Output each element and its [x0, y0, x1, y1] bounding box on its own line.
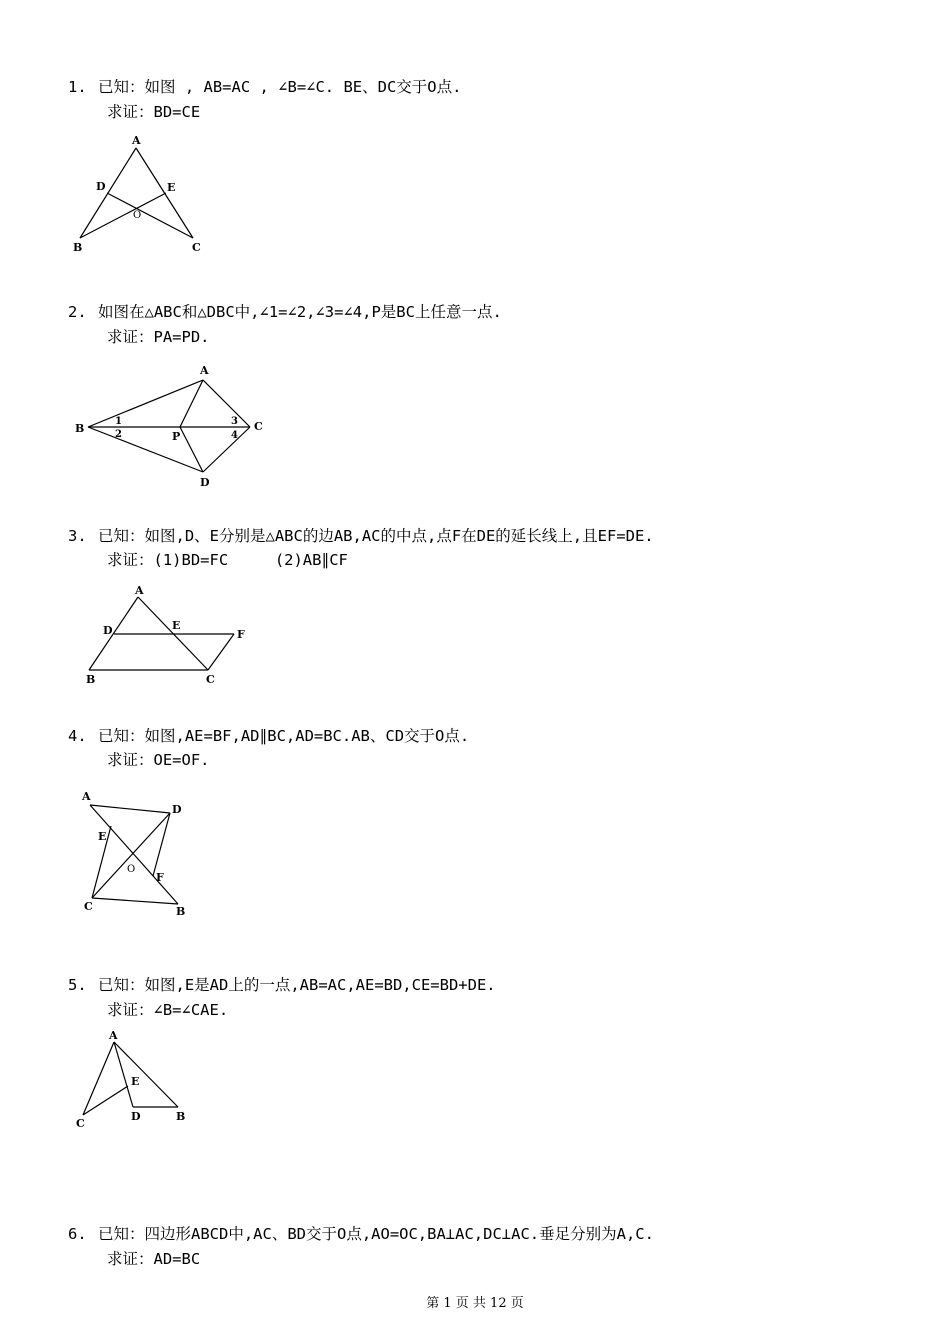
figure-4 [70, 780, 210, 925]
label-C: C [254, 420, 263, 433]
label-angle-2: 2 [115, 429, 122, 440]
problem-1-statement [68, 77, 461, 97]
label-F: F [237, 628, 245, 641]
label-C: C [192, 241, 201, 254]
label-A: A [109, 1029, 118, 1042]
label-angle-3: 3 [231, 416, 238, 427]
problem-text: 已知：四边形ABCD中,AC、BD交于O点,AO=OC,BA⊥AC,DC⊥AC.垂足分别为A,C. [98, 1225, 654, 1243]
segment-AD [90, 805, 170, 813]
label-F: F [156, 871, 164, 884]
label-angle-4: 4 [231, 430, 238, 441]
problem-number: 5. [68, 976, 87, 994]
label-angle-1: 1 [115, 416, 122, 427]
label-D: D [131, 1110, 141, 1123]
problem-text: 如图在△ABC和△DBC中,∠1=∠2,∠3=∠4,P是BC上任意一点. [98, 303, 502, 321]
problem-4-statement [68, 726, 469, 746]
label-C: C [206, 673, 215, 686]
segment-AC [83, 1042, 114, 1115]
problem-text: 已知：如图,E是AD上的一点,AB=AC,AE=BD,CE=BD+DE. [98, 976, 496, 994]
problem-3-prove: 求证：(1)BD=FC (2)AB∥CF [107, 551, 348, 569]
label-B: B [176, 1110, 186, 1123]
label-A: A [132, 134, 141, 147]
figure-1 [60, 130, 220, 260]
label-A: A [200, 364, 209, 377]
label-E: E [172, 619, 181, 632]
segment-AP [180, 380, 203, 427]
problem-text: 已知：如图,D、E分别是△ABC的边AB,AC的中点,点F在DE的延长线上,且EF=DE. [98, 527, 654, 545]
problem-number: 1. [68, 78, 87, 96]
problem-5-prove: 求证：∠B=∠CAE. [107, 1001, 229, 1019]
problem-text: 已知：如图 , AB=AC , ∠B=∠C. BE、DC交于O点. [98, 78, 462, 96]
label-A: A [135, 584, 144, 597]
label-E: E [131, 1075, 140, 1088]
segment-BD [88, 427, 203, 472]
problem-number: 4. [68, 727, 87, 745]
label-A: A [82, 790, 91, 803]
segment-DC [203, 427, 250, 472]
problem-number: 3. [68, 527, 87, 545]
figure-3 [80, 580, 260, 695]
segment-CB [92, 898, 178, 904]
figure-5 [70, 1025, 200, 1135]
label-B: B [73, 241, 83, 254]
problem-number: 2. [68, 303, 87, 321]
label-B: B [176, 905, 186, 918]
segment-AC [203, 380, 250, 427]
label-O: O [127, 864, 136, 875]
label-E: E [98, 830, 107, 843]
figure-2 [70, 360, 280, 495]
label-D: D [200, 476, 210, 489]
problem-number: 6. [68, 1225, 87, 1243]
problem-3-statement [68, 526, 654, 546]
problem-2-statement [68, 302, 502, 322]
label-D: D [96, 180, 106, 193]
segment-DP [180, 427, 203, 472]
label-O: O [133, 210, 142, 221]
label-E: E [167, 181, 176, 194]
label-B: B [75, 422, 85, 435]
segment-AC [136, 148, 193, 238]
label-C: C [76, 1117, 85, 1130]
label-C: C [84, 900, 93, 913]
problem-1-prove: 求证：BD=CE [107, 103, 201, 121]
problem-2-prove: 求证：PA=PD. [107, 328, 210, 346]
problem-text: 已知：如图,AE=BF,AD∥BC,AD=BC.AB、CD交于O点. [98, 727, 470, 745]
segment-BA [88, 380, 203, 427]
problem-6-statement [68, 1224, 654, 1244]
label-B: B [86, 673, 96, 686]
problem-6-prove: 求证：AD=BC [107, 1250, 201, 1268]
label-D: D [103, 624, 113, 637]
problem-4-prove: 求证：OE=OF. [107, 751, 210, 769]
segment-BE [80, 193, 166, 238]
segment-CD [107, 193, 193, 238]
page-footer: 第 1 页 共 12 页 [426, 1296, 524, 1311]
label-D: D [172, 803, 182, 816]
label-P: P [172, 430, 181, 443]
problem-5-statement [68, 975, 496, 995]
segment-FC [208, 634, 234, 670]
